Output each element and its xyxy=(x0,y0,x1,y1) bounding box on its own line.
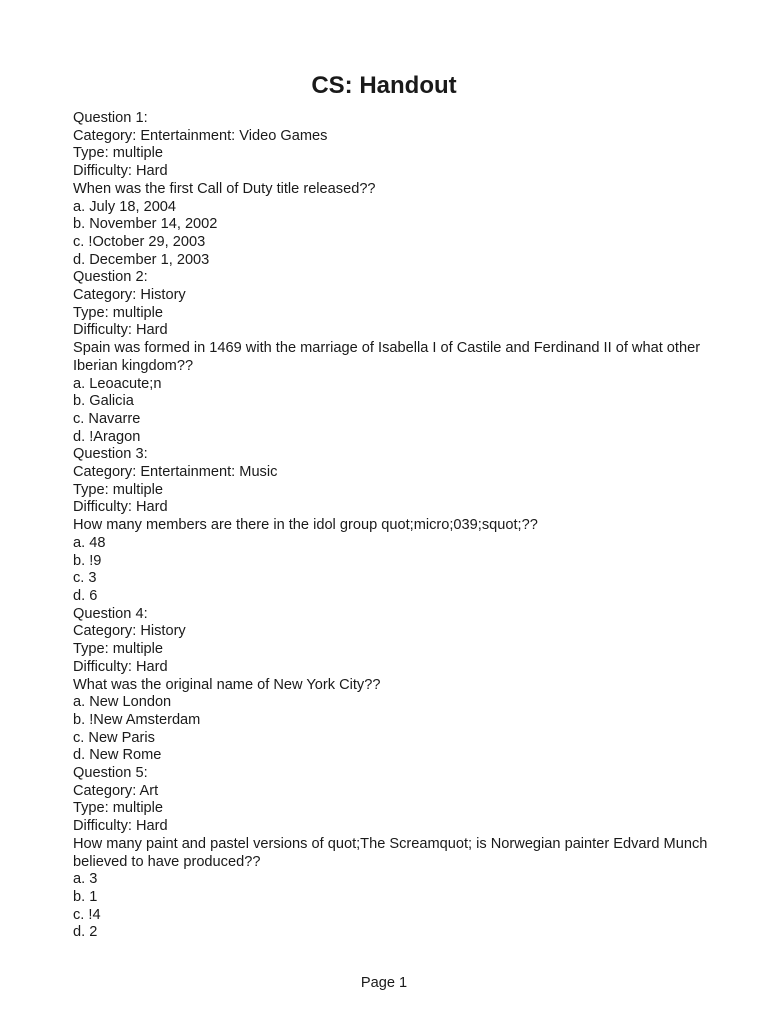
question-text: What was the original name of New York City?? xyxy=(73,676,381,693)
answer-option: b. !9 xyxy=(73,552,102,569)
answer-option: c. !4 xyxy=(73,906,101,923)
question-block-4 xyxy=(73,606,713,765)
answer-option: c. !October 29, 2003 xyxy=(73,233,206,250)
answer-option: b. Galicia xyxy=(73,393,134,410)
answer-option: a. Leoacute;n xyxy=(73,375,162,392)
question-block-2 xyxy=(73,269,713,446)
answer-option: d. 6 xyxy=(73,587,98,604)
answer-option: c. 3 xyxy=(73,570,97,587)
question-heading: Question 3: xyxy=(73,446,148,463)
question-heading: Question 5: xyxy=(73,765,148,782)
answer-option: c. New Paris xyxy=(73,729,155,746)
question-text: How many members are there in the idol group quot;micro;039;squot;?? xyxy=(73,517,538,534)
question-type: Type: multiple xyxy=(73,641,164,658)
question-block-5 xyxy=(73,765,713,942)
answer-option: d. New Rome xyxy=(73,747,162,764)
answer-option: b. !New Amsterdam xyxy=(73,711,201,728)
question-type: Type: multiple xyxy=(73,481,164,498)
question-heading: Question 2: xyxy=(73,269,148,286)
question-difficulty: Difficulty: Hard xyxy=(73,322,168,339)
question-heading: Question 1: xyxy=(73,110,148,126)
page-number: Page 1 xyxy=(360,975,408,991)
answer-option: a. 48 xyxy=(73,534,106,551)
question-block-1 xyxy=(73,110,713,269)
question-difficulty: Difficulty: Hard xyxy=(73,818,168,835)
question-category: Category: History xyxy=(73,287,186,304)
question-category: Category: Entertainment: Music xyxy=(73,464,278,481)
answer-option: a. July 18, 2004 xyxy=(73,198,177,215)
question-text: When was the first Call of Duty title released?? xyxy=(73,180,376,197)
question-text: Spain was formed in 1469 with the marriage of Isabella I of Castile and Ferdinand II of what other Iberian kingdom?? xyxy=(73,340,701,374)
question-heading: Question 4: xyxy=(73,605,148,622)
question-difficulty: Difficulty: Hard xyxy=(73,163,168,180)
answer-option: a. 3 xyxy=(73,871,98,888)
answer-option: b. 1 xyxy=(73,888,98,905)
answer-option: c. Navarre xyxy=(73,410,141,427)
handout-body xyxy=(73,110,713,942)
question-type: Type: multiple xyxy=(73,304,164,321)
question-text: How many paint and pastel versions of quot;The Screamquot; is Norwegian painter Edvard Munch believed to have produced?? xyxy=(73,835,708,870)
answer-option: d. !Aragon xyxy=(73,428,141,445)
question-difficulty: Difficulty: Hard xyxy=(73,658,168,675)
answer-option: d. December 1, 2003 xyxy=(73,251,210,268)
question-category: Category: Art xyxy=(73,782,159,799)
question-category: Category: Entertainment: Video Games xyxy=(73,127,328,144)
question-block-3 xyxy=(73,446,713,605)
answer-option: a. New London xyxy=(73,694,172,711)
question-difficulty: Difficulty: Hard xyxy=(73,499,168,516)
question-type: Type: multiple xyxy=(73,145,164,162)
question-category: Category: History xyxy=(73,623,186,640)
answer-option: d. 2 xyxy=(73,924,98,941)
answer-option: b. November 14, 2002 xyxy=(73,216,218,233)
question-type: Type: multiple xyxy=(73,800,164,817)
page-title: CS: Handout xyxy=(311,72,457,99)
